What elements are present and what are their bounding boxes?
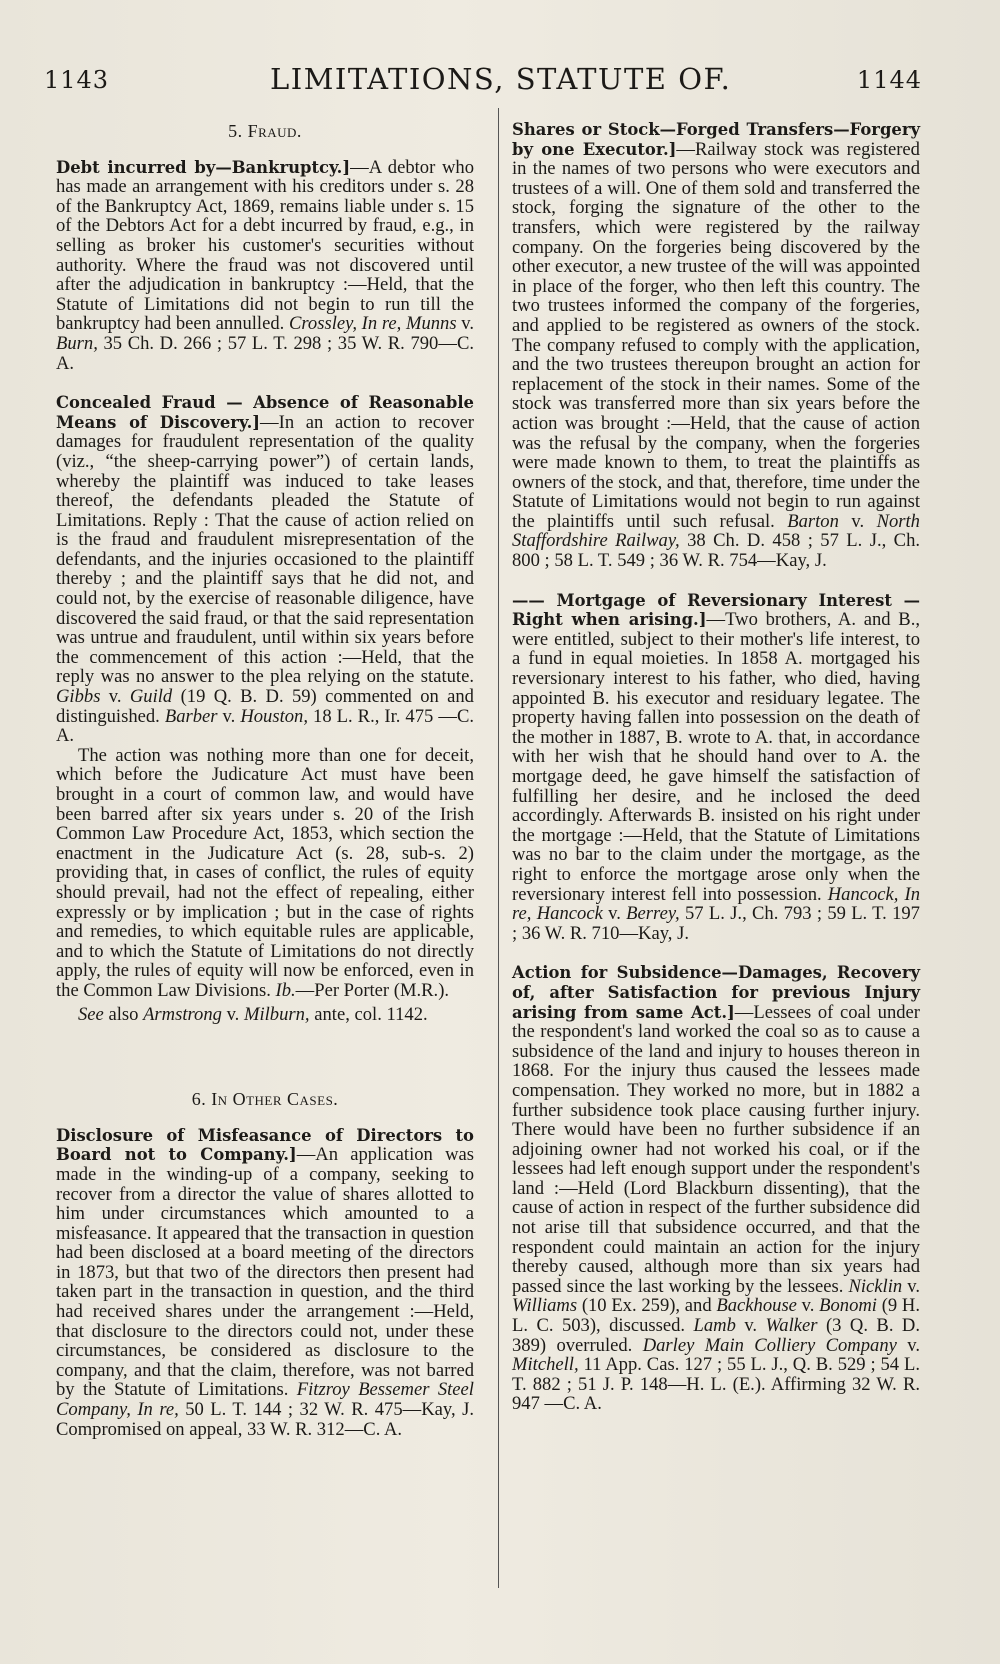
case-name: Guild	[129, 686, 173, 708]
versus: v.	[896, 1334, 920, 1356]
case-name: Crossley, In re, Munns	[288, 313, 457, 335]
entry-paragraph	[56, 158, 474, 374]
page-header	[0, 62, 1000, 102]
entry-action-subsidence	[512, 963, 920, 1414]
versus: v.	[796, 1295, 820, 1317]
also-word: also	[103, 1003, 144, 1025]
entry-body: —A debtor who has made an arrangement with his creditors under s. 28 of the Bankruptcy Act, 1869, remains liable under s. 15 of the Debtors Act for a debt incurred by fraud, e.g., in selling as broker his customer's securities without authority. Where the fraud was not discovered until after the adjudication in bankruptcy :—Held, that the Statute of Limitations did not begin to run till the bankruptcy had been annulled.	[56, 156, 474, 335]
citation: 50 L. T. 144 ; 32 W. R. 475—Kay, J. Compromised on appeal, 33 W. R. 312—C. A.	[56, 1399, 474, 1440]
case-name: Darley Main Colliery Company	[642, 1334, 897, 1356]
entry-paragraph	[56, 746, 474, 1001]
case-name: Hancock, In re, Hancock	[512, 883, 920, 925]
case-name: Barton	[787, 510, 839, 532]
entry-body: The action was nothing more than one for deceit, which before the Judicature Act must have been brought in a court of common law, and would have been barred after six years under s. 20 of the Irish Common Law Procedure Act, 1853, which section the enactment in the Judicature Act (s. 28, sub-s. 2) providing that, in cases of conflict, the rules of equity should prevail, had not the effect of repealing, either expressly or by implication ; but in the case of rights and remedies, to which equitable rules are applicable, and to which the Statute of Limitations do not directly apply, the rules of equity will now be enforced, even in the Common Law Divisions.	[56, 744, 474, 1001]
case-name: North Staffordshire Railway,	[512, 510, 920, 552]
entry-paragraph	[512, 591, 920, 944]
versus: v.	[456, 313, 475, 335]
entry-body: —Two brothers, A. and B., were entitled, subject to their mother's life interest, to a fund in equal moieties. In 1858 A. mortgaged his reversionary interest to his father, who died, having appointed B. his executor and residuary legatee. The property having fallen into possession on the death of the mother in 1887, B. wrote to A. that, in accordance with her wish that he should hand over to A. the mortgage deed, he gave himself the satisfaction of fulfilling her desire, and he inclosed the deed accordingly. Afterwards B. insisted on his right under the mortgage :—Held, that the Statute of Limitations was no bar to the claim under the mortgage, as the right to enforce the mortgage arose only when the reversionary interest fell into possession.	[512, 609, 920, 905]
entry-concealed-fraud	[56, 393, 474, 1000]
entry-body: —An application was made in the winding-up of a company, seeking to recover from a director the value of shares allotted to him under circumstances which amounted to a misfeasance. It appeared that the transaction in question had been disclosed at a board meeting of the directors in 1873, but that two of the directors then present had taken part in the transaction in question, and the third had received shares under the arrangement :—Held, that disclosure to the directors could not, under these circumstances, be considered as disclosure to the company, and that the claim, therefore, was not barred by the Statute of Limitations.	[56, 1144, 474, 1401]
case-name: Mitchell,	[512, 1354, 579, 1376]
entry-reversionary-interest	[512, 591, 920, 944]
section-heading-other-cases: 6. In Other Cases.	[191, 1089, 339, 1110]
entry-paragraph	[512, 120, 920, 571]
entry-catchword: Debt incurred by—Bankruptcy.]	[56, 157, 351, 177]
citation: 11 App. Cas. 127 ; 55 L. J., Q. B. 529 ; 54 L. T. 882 ; 51 J. P. 148—H. L. (E.). Affirming 32 W. R. 947 —C. A.	[512, 1354, 920, 1415]
case-name: Walker	[765, 1315, 818, 1337]
see-word: See	[78, 1003, 104, 1025]
versus: v.	[221, 1003, 244, 1025]
case-name: Milburn,	[243, 1003, 310, 1025]
citation: 18 L. R., Ir. 475 —C. A.	[56, 705, 474, 747]
column-divider	[498, 108, 499, 1588]
entry-disclosure-misfeasance	[56, 1126, 474, 1440]
entry-body: —Railway stock was registered in the names of two persons who were executors and trustees of a will. One of them sold and transferred the stock, forging the signature of the other to the transfers, which were registered by the railway company. On the forgeries being discovered by the other executor, a new trustee of the will was appointed in place of the forger, who then left this country. The two trustees informed the company of the forgeries, and applied to be registered as owners of the stock. The company refused to comply with the application, and the two trustees thereupon brought an action for replacement of the stock in their names. Some of the stock was transferred more than six years before the action was brought :—Held, that the cause of action was the refusal by the company, when the forgeries were made known to them, to treat the plaintiffs as owners of the stock, and that, therefore, time under the Statute of Limitations would not begin to run against the plaintiffs until such refusal.	[512, 138, 920, 532]
entry-catchword: Disclosure of Misfeasance of Directors to Board not to Company.]	[56, 1125, 474, 1165]
versus: v.	[838, 510, 877, 532]
citation: 38 Ch. D. 458 ; 57 L. J., Ch. 800 ; 58 L. T. 549 ; 36 W. R. 754—Kay, J.	[512, 530, 921, 572]
entry-debt-bankruptcy	[56, 158, 474, 374]
see-also-reference	[56, 1005, 474, 1025]
case-name: Barber	[164, 705, 218, 727]
entry-body: (19 Q. B. D. 59) commented on and distinguished.	[56, 686, 474, 727]
spacer	[56, 1044, 474, 1088]
versus: v.	[100, 686, 130, 708]
case-name: Bonomi	[819, 1295, 877, 1317]
case-name: Nicklin	[848, 1275, 903, 1297]
ibid: Ib.	[275, 979, 296, 1001]
right-column-number: 1144	[856, 66, 922, 94]
entry-paragraph	[56, 393, 474, 746]
section-heading-fraud: 5. Fraud.	[228, 121, 302, 141]
entry-catchword: Action for Subsidence—Damages, Recovery of, after Satisfaction for previous Injury arising from same Act.]	[512, 963, 920, 1022]
case-name: Williams	[512, 1295, 578, 1317]
left-column	[56, 120, 474, 1459]
entry-paragraph	[56, 1126, 474, 1440]
citation: —Per Porter (M.R.).	[295, 979, 450, 1001]
entry-body: —Lessees of coal under the respondent's land worked the coal so as to cause a subsidence of the land and injury to houses thereon in 1868. For the injury thus caused the lessees made compensation. They worked no more, but in 1882 a further subsidence took place causing further injury. There would have been no further subsidence if an adjoining owner had not worked his coal, or if the lessees had left enough support under the respondent's land :—Held (Lord Blackburn dissenting), that the cause of action in respect of the further subsidence did not arise till that subsidence occurred, and that the respondent could maintain an action for the injury thereby caused, although more than six years had passed since the last working by the lessees.	[512, 1001, 920, 1297]
case-name: Berrey,	[626, 903, 680, 925]
entry-catchword: —— Mortgage of Reversionary Interest — Right when arising.]	[512, 590, 920, 630]
entry-body: (3 Q. B. D. 389) overruled.	[512, 1315, 920, 1356]
entry-forged-transfers	[512, 120, 920, 571]
case-name: Gibbs	[56, 686, 101, 708]
versus: v.	[735, 1315, 766, 1337]
running-title: LIMITATIONS, STATUTE OF.	[270, 62, 732, 96]
entry-body: (9 H. L. C. 503), discussed.	[512, 1295, 920, 1337]
case-name: Houston,	[240, 705, 308, 727]
citation: 35 Ch. D. 266 ; 57 L. T. 298 ; 35 W. R. 790—C. A.	[56, 332, 474, 374]
case-name: Lamb	[693, 1315, 736, 1337]
case-name: Fitzroy Bessemer Steel Company, In re,	[56, 1379, 474, 1421]
case-name: Burn,	[56, 332, 98, 354]
entry-body: —In an action to recover damages for fraudulent representation of the quality (viz., “the sheep-carrying power”) of certain lands, whereby the plaintiff was induced to take leases thereof, the defendants pleaded the Statute of Limitations. Reply : That the cause of action relied on is the fraud and fraudulent misrepresentation of the defendants, and the injuries occasioned to the plaintiff thereby ; and the plaintiff says that he did not, and could not, by the exercise of reasonable diligence, have discovered the said fraud, or that the said representation was untrue and fraudulent, until within six years before the commencement of this action :—Held, that the reply was no answer to the plea relying on the statute.	[56, 411, 474, 688]
right-column	[512, 120, 920, 1434]
versus: v.	[902, 1275, 921, 1297]
versus: v.	[217, 705, 241, 727]
case-name: Armstrong	[143, 1003, 222, 1025]
entry-body: (10 Ex. 259), and	[577, 1295, 717, 1317]
entry-catchword: Concealed Fraud — Absence of Reasonable Means of Discovery.]	[56, 393, 474, 432]
entry-catchword: Shares or Stock—Forged Transfers—Forgery by one Executor.]	[512, 120, 920, 159]
entry-paragraph	[512, 963, 920, 1414]
case-name: Backhouse	[716, 1295, 797, 1317]
citation: ante, col. 1142.	[309, 1003, 428, 1025]
left-column-number: 1143	[44, 66, 110, 94]
versus: v.	[602, 903, 627, 925]
citation: 57 L. J., Ch. 793 ; 59 L. T. 197 ; 36 W. R. 710—Kay, J.	[512, 903, 920, 944]
